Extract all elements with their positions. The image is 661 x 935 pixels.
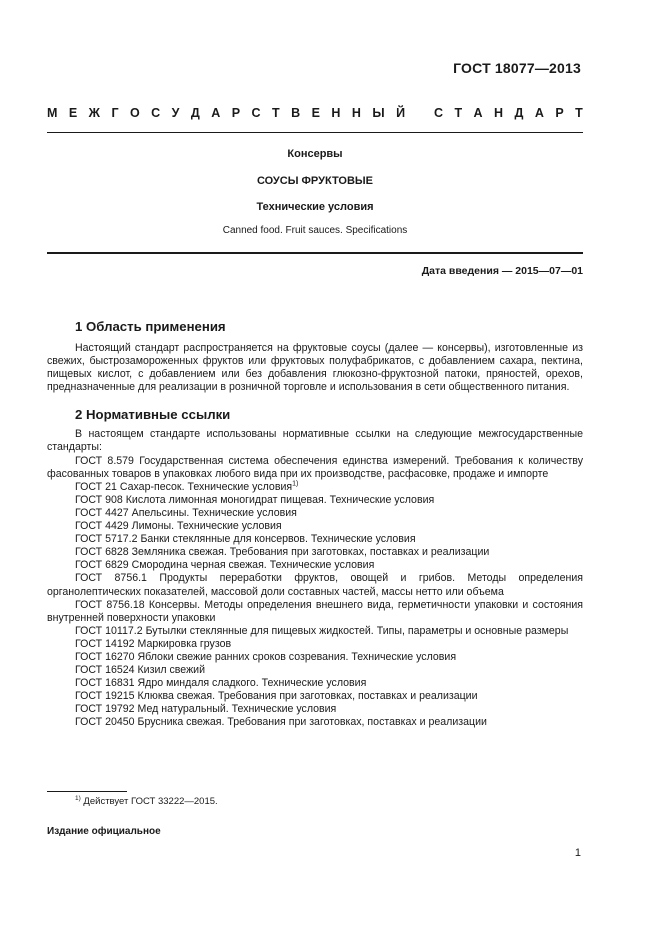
reference-code: ГОСТ 6829 bbox=[75, 559, 129, 572]
title-line-2: СОУСЫ ФРУКТОВЫЕ bbox=[256, 175, 374, 187]
reference-item bbox=[47, 494, 583, 507]
banner-letter: Т bbox=[454, 106, 463, 120]
reference-item bbox=[47, 677, 583, 690]
reference-title: Государственная система обеспечения единства измерений. Требования к количеству фасованных товаров в упаковках любого вида при их производстве, расфасовке, продаже и импорте bbox=[47, 454, 583, 480]
reference-code: ГОСТ 4427 bbox=[75, 506, 129, 519]
banner-letter: Й bbox=[396, 106, 406, 120]
reference-code: ГОСТ 6828 bbox=[75, 546, 129, 559]
reference-item bbox=[47, 507, 583, 520]
banner-letter: Д bbox=[190, 106, 200, 120]
reference-code: ГОСТ 16831 bbox=[75, 677, 135, 690]
reference-title: Бутылки стеклянные для пищевых жидкостей. Типы, параметры и основные размеры bbox=[145, 624, 569, 637]
edition-label: Издание официальное bbox=[47, 826, 161, 837]
title-english: Canned food. Fruit sauces. Specifications bbox=[222, 225, 408, 236]
reference-code: ГОСТ 14192 bbox=[75, 637, 135, 650]
reference-title: Лимоны. Технические условия bbox=[131, 520, 282, 533]
intro-date: Дата введения — 2015—07—01 bbox=[421, 265, 583, 277]
banner-letter: Н bbox=[494, 106, 504, 120]
reference-code: ГОСТ 4429 bbox=[75, 520, 129, 533]
reference-code: ГОСТ 20450 bbox=[75, 716, 135, 729]
reference-item bbox=[47, 599, 583, 625]
reference-item bbox=[47, 703, 583, 716]
reference-item bbox=[47, 651, 583, 664]
footnote-marker: 1) bbox=[75, 794, 81, 802]
banner-letter: М bbox=[47, 106, 58, 120]
reference-code: ГОСТ 19792 bbox=[75, 703, 135, 716]
banner-letter: А bbox=[211, 106, 221, 120]
footnote-text: Действует ГОСТ 33222—2015. bbox=[83, 796, 218, 807]
banner-letter: Н bbox=[331, 106, 341, 120]
reference-code: ГОСТ 16524 bbox=[75, 664, 135, 677]
banner-letter: О bbox=[129, 106, 140, 120]
reference-code: ГОСТ 908 bbox=[75, 493, 123, 506]
reference-code: ГОСТ 16270 bbox=[75, 650, 135, 663]
reference-item bbox=[47, 572, 583, 598]
reference-code: ГОСТ 10117.2 bbox=[75, 624, 143, 637]
header-rule bbox=[47, 132, 583, 133]
reference-item bbox=[47, 546, 583, 559]
footnote-ref: 1) bbox=[292, 480, 299, 488]
banner-letter: Д bbox=[514, 106, 524, 120]
footnote bbox=[75, 796, 218, 807]
banner-letter: Е bbox=[311, 106, 320, 120]
reference-code: ГОСТ 8756.1 bbox=[75, 572, 147, 585]
reference-item bbox=[47, 520, 583, 533]
banner-letter: Е bbox=[68, 106, 78, 120]
banner-letter: Г bbox=[111, 106, 119, 120]
banner-letter: Р bbox=[555, 106, 564, 120]
title-line-1: Консервы bbox=[287, 148, 343, 160]
reference-title: Ядро миндаля сладкого. Технические условия bbox=[137, 677, 367, 690]
banner-letter: С bbox=[151, 106, 161, 120]
reference-list bbox=[47, 455, 583, 730]
reference-item bbox=[47, 481, 583, 494]
reference-code: ГОСТ 8756.18 bbox=[75, 598, 145, 611]
reference-item bbox=[47, 455, 583, 481]
reference-title: Сахар-песок. Технические условия bbox=[119, 480, 293, 493]
banner-gap bbox=[417, 106, 423, 120]
section-1-heading: 1 Область применения bbox=[75, 319, 226, 334]
banner-letter: Р bbox=[231, 106, 241, 120]
reference-title: Клюква свежая. Требования при заготовках, поставках и реализации bbox=[137, 690, 478, 703]
reference-item bbox=[47, 716, 583, 729]
reference-title: Продукты переработки фруктов, овощей и грибов. Методы определения органолептических показателей, массовой доли составных частей, массы нетто или объема bbox=[47, 572, 584, 598]
banner-letter: Ж bbox=[88, 106, 100, 120]
reference-title: Апельсины. Технические условия bbox=[131, 506, 297, 519]
section-1-text: Настоящий стандарт распространяется на фруктовые соусы (далее — консервы), изготовленные из свежих, быстрозамороженных фруктов или фруктовых полуфабрикатов, с добавлением сахара, пектина, пищевых кислот, с добавлением или без добавления глюкозно-фруктозной патоки, пряностей, орехов, предназначенные для реализации в розничной торговле и использования в сети общественного питания. bbox=[47, 342, 583, 394]
footnote-rule bbox=[47, 791, 127, 792]
reference-code: ГОСТ 8.579 bbox=[75, 454, 134, 467]
page-number: 1 bbox=[574, 847, 581, 859]
reference-item bbox=[47, 638, 583, 651]
reference-title: Мед натуральный. Технические условия bbox=[137, 703, 337, 716]
reference-title: Консервы. Методы определения внешнего вида, герметичности упаковки и состояния внутренней поверхности упаковки bbox=[47, 598, 584, 624]
reference-item bbox=[47, 664, 583, 677]
reference-code: ГОСТ 5717.2 bbox=[75, 533, 138, 546]
banner-letter: Т bbox=[575, 106, 583, 120]
reference-title: Смородина черная свежая. Технические условия bbox=[131, 559, 375, 572]
reference-item bbox=[47, 533, 583, 546]
standard-banner bbox=[47, 106, 583, 120]
banner-letter: С bbox=[251, 106, 261, 120]
section-2-intro: В настоящем стандарте использованы нормативные ссылки на следующие межгосударственные стандарты: bbox=[47, 428, 583, 454]
reference-item bbox=[47, 690, 583, 703]
reference-title: Маркировка грузов bbox=[137, 637, 232, 650]
reference-title: Яблоки свежие ранних сроков созревания. Технические условия bbox=[137, 650, 457, 663]
reference-code: ГОСТ 21 bbox=[75, 480, 117, 493]
reference-title: Кислота лимонная моногидрат пищевая. Технические условия bbox=[125, 493, 435, 506]
banner-letter: Н bbox=[351, 106, 361, 120]
reference-code: ГОСТ 19215 bbox=[75, 690, 135, 703]
title-rule bbox=[47, 252, 583, 254]
reference-title: Кизил свежий bbox=[137, 664, 206, 677]
banner-letter: А bbox=[473, 106, 483, 120]
reference-title: Земляника свежая. Требования при заготовках, поставках и реализации bbox=[131, 546, 490, 559]
banner-letter: Ы bbox=[372, 106, 385, 120]
banner-letter: Т bbox=[272, 106, 280, 120]
banner-letter: С bbox=[433, 106, 443, 120]
banner-letter: В bbox=[291, 106, 301, 120]
standard-id: ГОСТ 18077—2013 bbox=[453, 60, 581, 76]
reference-title: Брусника свежая. Требования при заготовках, поставках и реализации bbox=[137, 716, 487, 729]
reference-title: Банки стеклянные для консервов. Технические условия bbox=[140, 533, 416, 546]
document-body bbox=[47, 318, 583, 730]
banner-letter: У bbox=[171, 106, 180, 120]
section-2-heading: 2 Нормативные ссылки bbox=[75, 407, 231, 423]
title-line-3: Технические условия bbox=[256, 201, 374, 213]
reference-item bbox=[47, 559, 583, 572]
reference-item bbox=[47, 625, 583, 638]
banner-letter: А bbox=[534, 106, 544, 120]
